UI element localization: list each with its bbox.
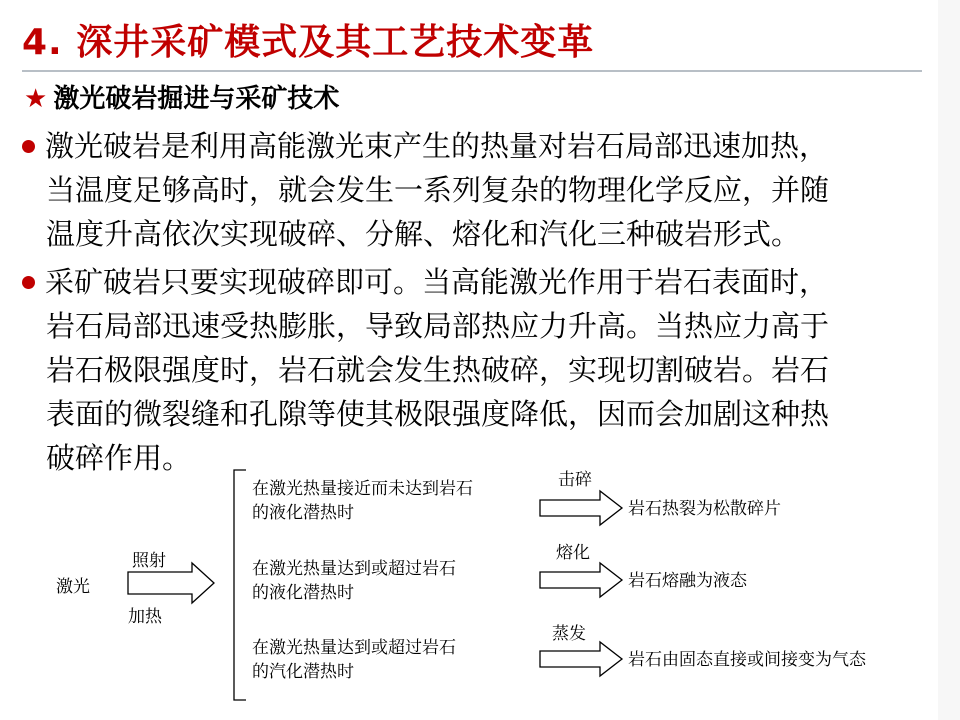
branch-action: 击碎 bbox=[558, 470, 592, 490]
paragraph-line: 表面的微裂缝和孔隙等使其极限强度降低，因而会加剧这种热 bbox=[46, 397, 830, 431]
slide-title: 4. 深井采矿模式及其工艺技术变革 bbox=[22, 22, 595, 63]
branch-action: 熔化 bbox=[556, 543, 590, 563]
paragraph-line: 岩石局部迅速受热膨胀，导致局部热应力升高。当热应力高于 bbox=[46, 309, 830, 343]
arrow-top-label: 照射 bbox=[132, 551, 166, 571]
paragraph-line: 激光破岩是利用高能激光束产生的热量对岩石局部迅速加热， bbox=[22, 124, 942, 168]
branch-bracket bbox=[234, 470, 246, 700]
branch-result: 岩石由固态直接或间接变为气态 bbox=[628, 650, 866, 670]
star-icon: ★ bbox=[24, 84, 48, 114]
paragraph-line: 采矿破岩只要实现破碎即可。当高能激光作用于岩石表面时， bbox=[22, 260, 942, 304]
paragraph-line: 破碎作用。 bbox=[46, 441, 192, 475]
branch-arrow-icon bbox=[540, 491, 622, 525]
branch-condition: 在激光热量接近而未达到岩石 的液化潜热时 bbox=[252, 479, 473, 523]
branch-condition: 在激光热量达到或超过岩石 的液化潜热时 bbox=[252, 559, 456, 603]
arrow-bottom-label: 加热 bbox=[128, 607, 162, 627]
branch-arrow-icon bbox=[540, 642, 622, 676]
paragraph-line: 当温度足够高时，就会发生一系列复杂的物理化学反应，并随 bbox=[46, 173, 830, 207]
branch-result: 岩石热裂为松散碎片 bbox=[628, 499, 781, 519]
subtitle-text: 激光破岩掘进与采矿技术 bbox=[53, 84, 340, 114]
branch-arrow-icon bbox=[540, 563, 622, 597]
branch-action: 蒸发 bbox=[552, 624, 586, 644]
branch-result: 岩石熔融为液态 bbox=[628, 571, 747, 591]
paragraph-line: 温度升高依次实现破碎、分解、熔化和汽化三种破岩形式。 bbox=[46, 217, 801, 251]
branch-condition: 在激光热量达到或超过岩石 的汽化潜热时 bbox=[252, 638, 456, 682]
paragraph-line: 岩石极限强度时，岩石就会发生热破碎，实现切割破岩。岩石 bbox=[46, 353, 830, 387]
diagram-source: 激光 bbox=[56, 577, 90, 597]
